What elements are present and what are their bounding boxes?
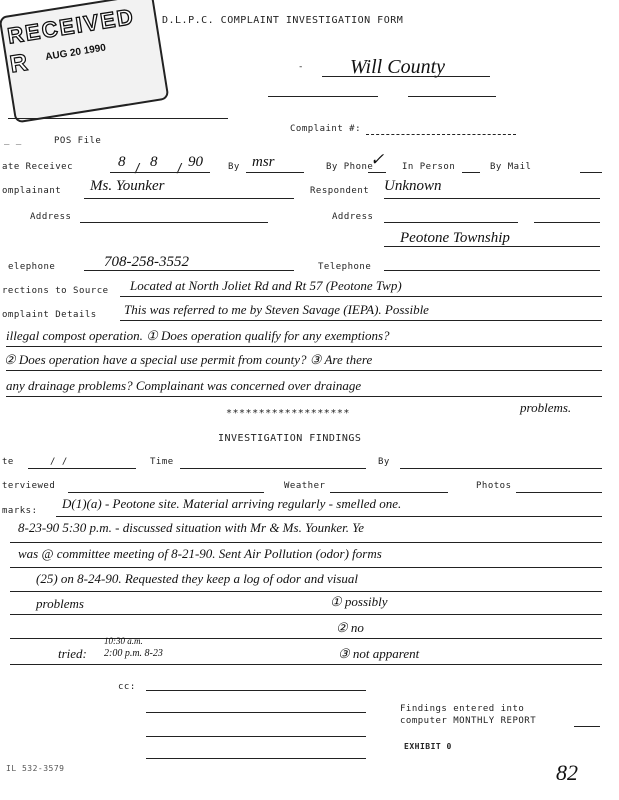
complainant-label: omplainant — [2, 186, 62, 196]
tried-time: 2:00 p.m. 8-23 — [104, 648, 163, 659]
interviewed-field[interactable] — [68, 492, 264, 493]
cc-label: cc: — [118, 682, 136, 692]
remarks-label: marks: — [2, 506, 38, 516]
complainant-telephone-field[interactable] — [84, 270, 294, 271]
investigation-by-field[interactable] — [400, 468, 602, 469]
date-received-label: ate Receivec — [2, 162, 74, 172]
county-underline — [322, 76, 490, 77]
complainant-value: Ms. Younker — [90, 178, 165, 194]
directions-field[interactable] — [120, 296, 602, 297]
stamp-date: AUG 20 1990 — [44, 42, 107, 63]
findings-entered-line2: computer MONTHLY REPORT — [400, 716, 537, 726]
cc-field[interactable] — [146, 736, 366, 737]
investigation-time-label: Time — [150, 457, 174, 467]
stamp-word: RECEIVED — [5, 3, 137, 49]
exhibit-label: EXHIBIT 0 — [404, 742, 452, 751]
photos-field[interactable] — [516, 492, 602, 493]
weather-label: Weather — [284, 481, 326, 491]
county-value: Will County — [350, 56, 445, 78]
respondent-address-field[interactable] — [384, 222, 518, 223]
complaint-details-line: ② Does operation have a special use permit from county? ③ Are there — [4, 352, 373, 367]
complaint-form-page: RECEIVED R AUG 20 1990 D.L.P.C. COMPLAINT INVESTIGATION FORM - Will County Complaint #: _ _ POS File ate Receivec 8 / 8 / 90 By msr By Phone ✓ In Person By Mail omplainant Ms. Younker Respondent Unknown Address Address Peotone Township elephone 708-258-3552 Telephone rections to Source Located at North Joliet Rd and Rt 57 (Peotone Twp) omplaint Details This was referred to me by Steven Savage (IEPA). Possible illegal compost operation. ① Does operation qualify for any exemptions? ② Does operation have a special use permit from county? ③ Are there any drainage problems? Complainant was concerned over drainage problems. ******************* INVESTIGATION FINDINGS te / / Time By terviewed Weather Photos marks: D(1)(a) - Peotone site. Material arriving regularly - smelled one. 8-23-90 5:30 p.m. - discussed situation with Mr & Ms. Younker. Ye was @ committee meeting of 8-21-90. Sent Air Pollution (odor) forms (25) on 8-24-90. Requested they keep a log of odor and visual problems ① possibly ② no tried: 10:30 a.m. 2:00 p.m. 8-23 ③ not apparent cc: Findings entered into computer MONTHLY REPORT EXHIBIT 0 IL 532-3579 82 — [0, 0, 619, 800]
investigation-time-field[interactable] — [180, 468, 366, 469]
directions-value: Located at North Joliet Rd and Rt 57 (Peotone Twp) — [130, 278, 402, 293]
remarks-line: 8-23-90 5:30 p.m. - discussed situation with Mr & Ms. Younker. Ye — [18, 520, 365, 535]
complaint-details-line: This was referred to me by Steven Savage (IEPA). Possible — [124, 302, 429, 317]
cc-field[interactable] — [146, 758, 366, 759]
respondent-telephone-field[interactable] — [384, 270, 600, 271]
photos-label: Photos — [476, 481, 512, 491]
respondent-address-line-2[interactable] — [384, 246, 600, 247]
received-by-value: msr — [252, 154, 275, 170]
by-phone-field[interactable] — [368, 172, 386, 173]
respondent-address-field-2[interactable] — [534, 222, 600, 223]
weather-field[interactable] — [330, 492, 448, 493]
form-title: D.L.P.C. COMPLAINT INVESTIGATION FORM — [162, 15, 404, 26]
complainant-address-label: Address — [30, 212, 72, 222]
complaint-details-line: problems. — [520, 400, 572, 415]
respondent-value: Unknown — [384, 178, 442, 194]
remarks-answer: ③ not apparent — [338, 646, 420, 661]
findings-entered-line1: Findings entered into — [400, 704, 525, 714]
respondent-address-value: Peotone Township — [400, 230, 510, 246]
cc-field[interactable] — [146, 712, 366, 713]
investigation-date-field[interactable] — [28, 468, 136, 469]
respondent-field[interactable] — [384, 198, 600, 199]
stamp-side-letter: R — [8, 49, 30, 79]
by-phone-check: ✓ — [370, 150, 385, 169]
investigation-heading: INVESTIGATION FINDINGS — [218, 433, 362, 444]
remarks-line: was @ committee meeting of 8-21-90. Sent Air Pollution (odor) forms — [18, 546, 382, 561]
header-line — [8, 118, 228, 119]
interviewed-label: terviewed — [2, 481, 56, 491]
in-person-field[interactable] — [462, 172, 480, 173]
complaint-number-label: Complaint #: — [290, 124, 362, 134]
county-line-right — [408, 96, 496, 97]
respondent-address-label: Address — [332, 212, 374, 222]
by-mail-field[interactable] — [580, 172, 602, 173]
by-phone-label: By Phone — [326, 162, 374, 172]
complaint-details-line: illegal compost operation. ① Does operation qualify for any exemptions? — [6, 328, 390, 343]
directions-label: rections to Source — [2, 286, 109, 296]
form-number: IL 532-3579 — [6, 764, 65, 773]
complainant-field[interactable] — [84, 198, 294, 199]
cc-field[interactable] — [146, 690, 366, 691]
respondent-telephone-label: Telephone — [318, 262, 372, 272]
remarks-answer: ② no — [336, 620, 364, 635]
respondent-label: Respondent — [310, 186, 370, 196]
remarks-line: D(1)(a) - Peotone site. Material arriving regularly - smelled one. — [62, 496, 402, 511]
received-stamp — [0, 0, 169, 124]
complainant-address-field[interactable] — [80, 222, 268, 223]
date-received-month: 8 — [118, 154, 126, 170]
tried-label: tried: — [58, 646, 87, 661]
remarks-line: (25) on 8-24-90. Requested they keep a log of odor and visual — [36, 571, 359, 586]
monthly-report-field[interactable] — [574, 726, 600, 727]
in-person-label: In Person — [402, 162, 456, 172]
star-divider: ******************* — [226, 408, 350, 419]
date-received-day: 8 — [150, 154, 158, 170]
complainant-telephone-value: 708-258-3552 — [104, 254, 189, 270]
county-line-left — [268, 96, 378, 97]
complaint-number-field[interactable] — [366, 134, 516, 135]
tried-time: 10:30 a.m. — [104, 636, 143, 646]
page-number: 82 — [556, 760, 578, 785]
date-received-field[interactable] — [110, 172, 210, 173]
complaint-details-label: omplaint Details — [2, 310, 97, 320]
pos-file-label: POS File — [54, 136, 102, 146]
received-by-label: By — [228, 162, 240, 172]
by-mail-label: By Mail — [490, 162, 532, 172]
investigation-date-label: te — [2, 457, 14, 467]
complainant-telephone-label: elephone — [8, 262, 56, 272]
complaint-details-line: any drainage problems? Complainant was concerned over drainage — [6, 378, 362, 393]
investigation-by-label: By — [378, 457, 390, 467]
received-by-field[interactable] — [246, 172, 304, 173]
remarks-answer: ① possibly — [330, 594, 388, 609]
date-received-year: 90 — [188, 154, 203, 170]
remarks-line: problems — [36, 596, 84, 611]
